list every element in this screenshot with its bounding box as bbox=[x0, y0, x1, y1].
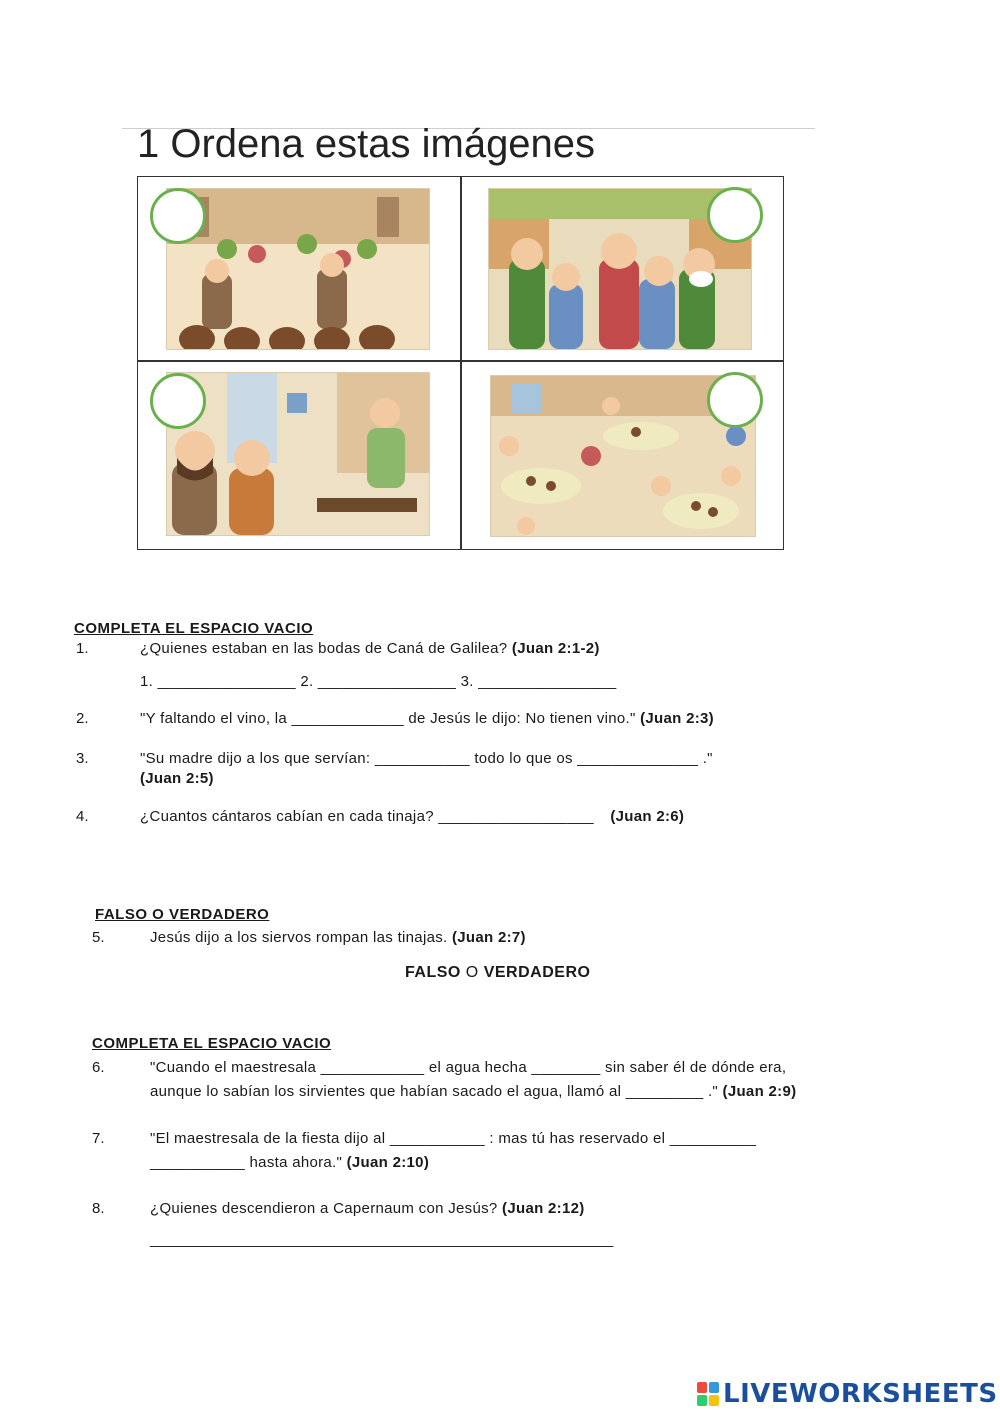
question-5 bbox=[150, 929, 526, 946]
question-7-line-2 bbox=[150, 1154, 429, 1171]
liveworksheets-logo[interactable] bbox=[697, 1379, 998, 1409]
question-1 bbox=[140, 640, 600, 657]
question-8 bbox=[150, 1200, 585, 1217]
bible-reference: (Juan 2:10) bbox=[346, 1154, 430, 1171]
question-4 bbox=[140, 808, 684, 825]
option-falso[interactable]: FALSO bbox=[405, 964, 461, 981]
bible-reference: (Juan 2:6) bbox=[610, 808, 685, 825]
bible-reference: (Juan 2:9) bbox=[722, 1083, 797, 1100]
question-text: aunque lo sabían los sirvientes que habían sacado el agua, llamó al _________ ." bbox=[150, 1083, 719, 1100]
option-verdadero[interactable]: VERDADERO bbox=[483, 964, 591, 981]
grid-divider bbox=[460, 177, 462, 549]
order-answer-circle-4[interactable] bbox=[707, 372, 763, 428]
question-number: 3. bbox=[76, 750, 89, 767]
question-number: 7. bbox=[92, 1130, 105, 1147]
order-answer-circle-2[interactable] bbox=[707, 187, 763, 243]
question-text: ¿Quienes descendieron a Capernaum con Jesús? bbox=[150, 1200, 498, 1217]
question-number: 4. bbox=[76, 808, 89, 825]
answer-blanks[interactable]: 1. ________________ 2. ________________ 3. ________________ bbox=[140, 673, 617, 690]
question-2 bbox=[140, 710, 714, 727]
question-text: Jesús dijo a los siervos rompan las tinajas. bbox=[150, 929, 448, 946]
logo-icon bbox=[697, 1382, 719, 1406]
question-text: ¿Cuantos cántaros cabían en cada tinaja? __________________ bbox=[140, 808, 594, 825]
question-text: "Y faltando el vino, la _____________ de Jesús le dijo: No tienen vino." bbox=[140, 710, 636, 727]
bible-reference: (Juan 2:7) bbox=[451, 929, 526, 946]
question-text: ___________ hasta ahora." bbox=[150, 1154, 343, 1171]
question-number: 5. bbox=[92, 929, 105, 946]
bible-reference: (Juan 2:5) bbox=[140, 770, 214, 787]
section-heading: COMPLETA EL ESPACIO VACIO bbox=[74, 620, 314, 637]
option-separator: O bbox=[465, 964, 479, 981]
question-number: 1. bbox=[76, 640, 89, 657]
order-answer-circle-3[interactable] bbox=[150, 373, 206, 429]
question-number: 8. bbox=[92, 1200, 105, 1217]
question-6-line-2 bbox=[150, 1083, 796, 1100]
question-number: 6. bbox=[92, 1059, 105, 1076]
section-heading: COMPLETA EL ESPACIO VACIO bbox=[92, 1035, 332, 1052]
question-7-line-1: "El maestresala de la fiesta dijo al ___________ : mas tú has reservado el __________ bbox=[150, 1130, 757, 1147]
section-heading: FALSO O VERDADERO bbox=[95, 906, 270, 923]
question-3: "Su madre dijo a los que servían: ___________ todo lo que os ______________ ." bbox=[140, 750, 713, 767]
grid-divider bbox=[138, 360, 783, 362]
question-6-line-1: "Cuando el maestresala ____________ el agua hecha ________ sin saber él de dónde era, bbox=[150, 1059, 787, 1076]
answer-blank[interactable]: ___________________________________________________________ bbox=[150, 1231, 613, 1248]
bible-reference: (Juan 2:1-2) bbox=[511, 640, 600, 657]
question-text: ¿Quienes estaban en las bodas de Caná de Galilea? bbox=[140, 640, 508, 657]
bible-reference: (Juan 2:12) bbox=[502, 1200, 585, 1217]
true-false-options bbox=[405, 964, 590, 982]
bible-reference: (Juan 2:3) bbox=[640, 710, 714, 727]
page-title: 1 Ordena estas imágenes bbox=[137, 122, 596, 166]
question-number: 2. bbox=[76, 710, 89, 727]
order-answer-circle-1[interactable] bbox=[150, 188, 206, 244]
logo-text: LIVEWORKSHEETS bbox=[723, 1379, 998, 1409]
